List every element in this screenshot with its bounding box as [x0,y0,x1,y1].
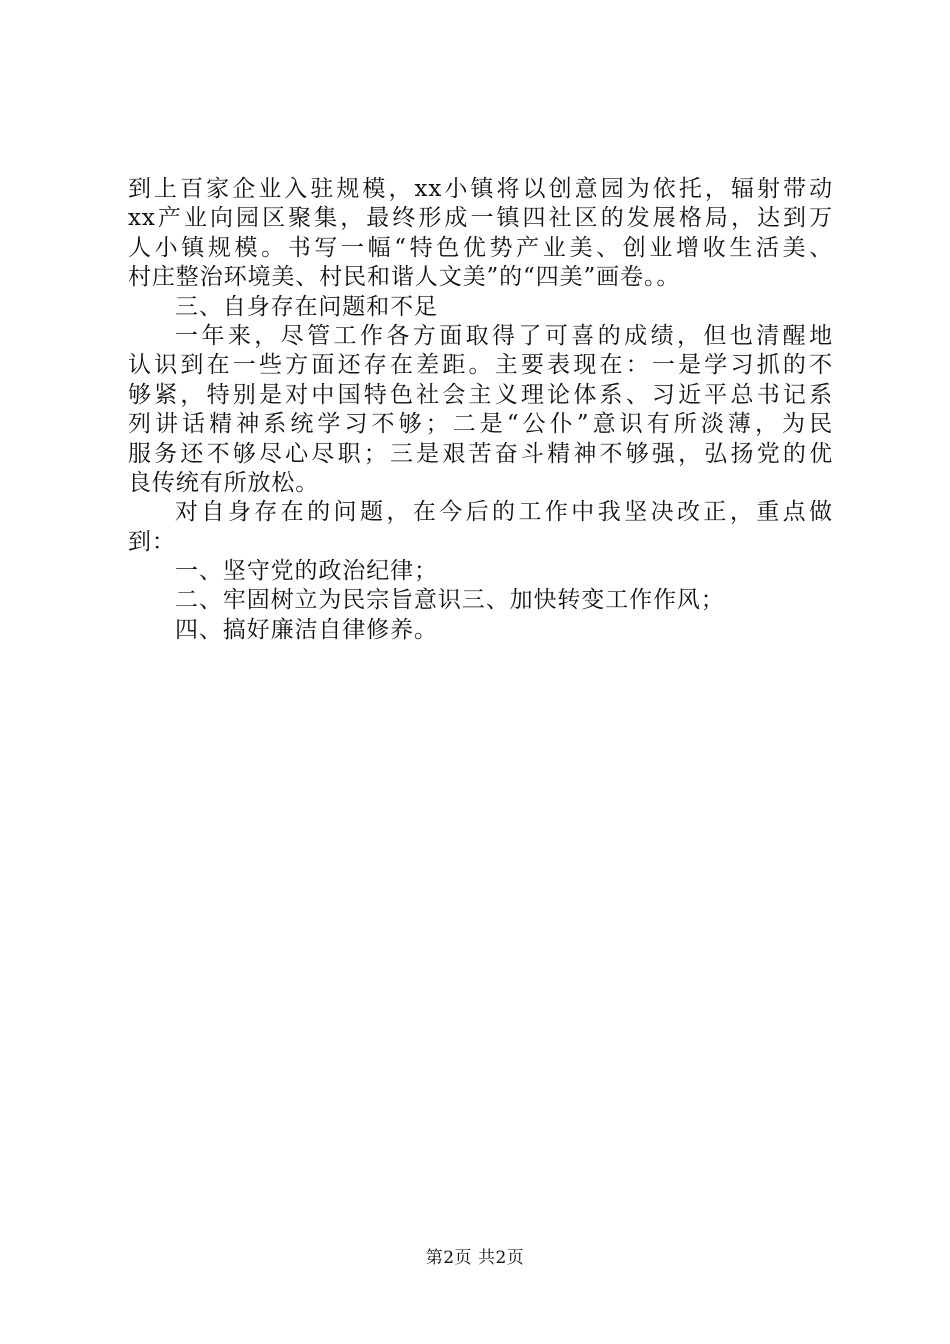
paragraph-line: xx产业向园区聚集，最终形成一镇四社区的发展格局，达到万 [128,205,833,232]
page-footer: 第2页 共2页 [425,1248,525,1268]
paragraph-line: 人小镇规模。书写一幅“特色优势产业美、创业增收生活美、 [128,234,833,261]
list-item: 一、坚守党的政治纪律； [175,558,438,585]
section-heading: 三、自身存在问题和不足 [175,293,438,320]
list-item: 二、牢固树立为民宗旨意识三、加快转变工作作风； [175,587,725,614]
paragraph-line: 良传统有所放松。 [128,469,320,496]
paragraph-line: 服务还不够尽心尽职；三是艰苦奋斗精神不够强，弘扬党的优 [128,440,833,467]
paragraph-line: 一年来，尽管工作各方面取得了可喜的成绩，但也清醒地 [175,322,833,349]
paragraph-line: 列讲话精神系统学习不够；二是“公仆”意识有所淡薄，为民 [128,411,833,438]
paragraph-line: 到： [128,528,176,555]
paragraph-line: 对自身存在的问题，在今后的工作中我坚决改正，重点做 [175,499,833,526]
document-body [128,175,833,645]
paragraph-line: 认识到在一些方面还存在差距。主要表现在：一是学习抓的不 [128,352,833,379]
paragraph-line: 村庄整治环境美、村民和谐人文美”的“四美”画卷。。 [128,264,681,291]
list-item: 四、搞好廉洁自律修养。 [175,616,438,643]
paragraph-line: 到上百家企业入驻规模，xx小镇将以创意园为依托，辐射带动 [128,176,833,202]
paragraph-line: 够紧，特别是对中国特色社会主义理论体系、习近平总书记系 [128,381,833,408]
